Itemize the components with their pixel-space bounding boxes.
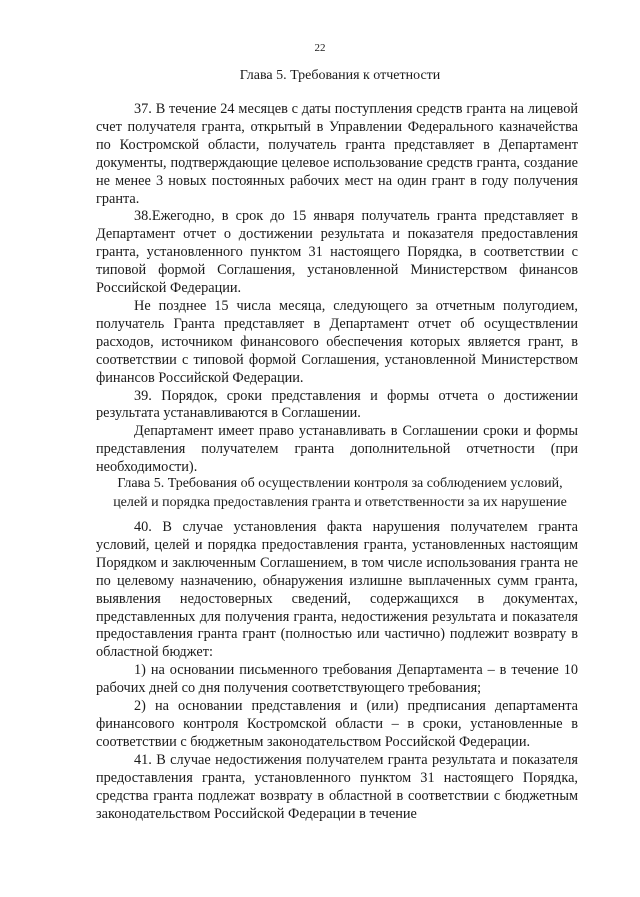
paragraph-38-semiannual: Не позднее 15 числа месяца, следующего за отчетным полугодием, получатель Гранта представляет в Департамент отчет об осуществлении расходов, источником финансового обеспечения которых является грант, в соответствии с типовой формой Соглашения, установленной Министерством финансов Российской Федерации. [96,297,578,386]
paragraph-37: 37. В течение 24 месяцев с даты поступления средств гранта на лицевой счет получателя гранта, открытый в Управлении Федерального казначейства по Костромской области, получатель гранта представляет в Департамент документы, подтверждающие целевое использование средств гранта, создание не менее 3 новых постоянных рабочих мест на один грант в году получения гранта. [96,101,578,207]
chapter-title-control: Глава 5. Требования об осуществлении контроля за соблюдением условий, целей и порядка предоставления гранта и ответственности за их нарушение [113,476,567,510]
paragraph-39: 39. Порядок, сроки представления и формы отчета о достижении результата устанавливаются в Соглашении. [96,387,578,422]
chapter-title-reporting: Глава 5. Требования к отчетности [239,68,441,83]
paragraph-38: 38.Ежегодно, в срок до 15 января получатель гранта представляет в Департамент отчет о достижении результата и показателя предоставления гранта, установленного пунктом 31 настоящего Порядка, в соответствии с типовой формой Соглашения, установленной Министерством финансов Российской Федерации. [96,208,578,297]
chapter-body-reporting [96,101,578,477]
paragraph-41: 41. В случае недостижения получателем гранта результата и показателя предоставления гранта, установленного пунктом 31 настоящего Порядка, средства гранта подлежат возврату в областной в соответствии с бюджетным законодательством Российской Федерации в течение [96,751,578,822]
paragraph-40: 40. В случае установления факта нарушения получателем гранта условий, целей и порядка предоставления гранта, установленных настоящим Порядком и заключенным Соглашением, в том числе использования гранта не по целевому назначению, обнаружения излишне выплаченных сумм гранта, выявления недостоверных сведений, содержащихся в документах, представленных для получения гранта, недостижения результата и показателя предоставления гранта грант (полностью или частично) подлежит возврату в областной бюджет: [96,519,578,661]
chapter-body-control [96,519,578,823]
paragraph-40-item-2: 2) на основании представления и (или) предписания департамента финансового контроля Костромской области – в сроки, установленные в соответствии с бюджетным законодательством Российской Федерации. [96,698,578,750]
paragraph-39-additional: Департамент имеет право устанавливать в Соглашении сроки и формы представления получателем гранта дополнительной отчетности (при необходимости). [96,423,578,476]
paragraph-40-item-1: 1) на основании письменного требования Департамента – в течение 10 рабочих дней со дня получения соответствующего требования; [96,662,578,697]
page-number: 22 [314,42,326,54]
